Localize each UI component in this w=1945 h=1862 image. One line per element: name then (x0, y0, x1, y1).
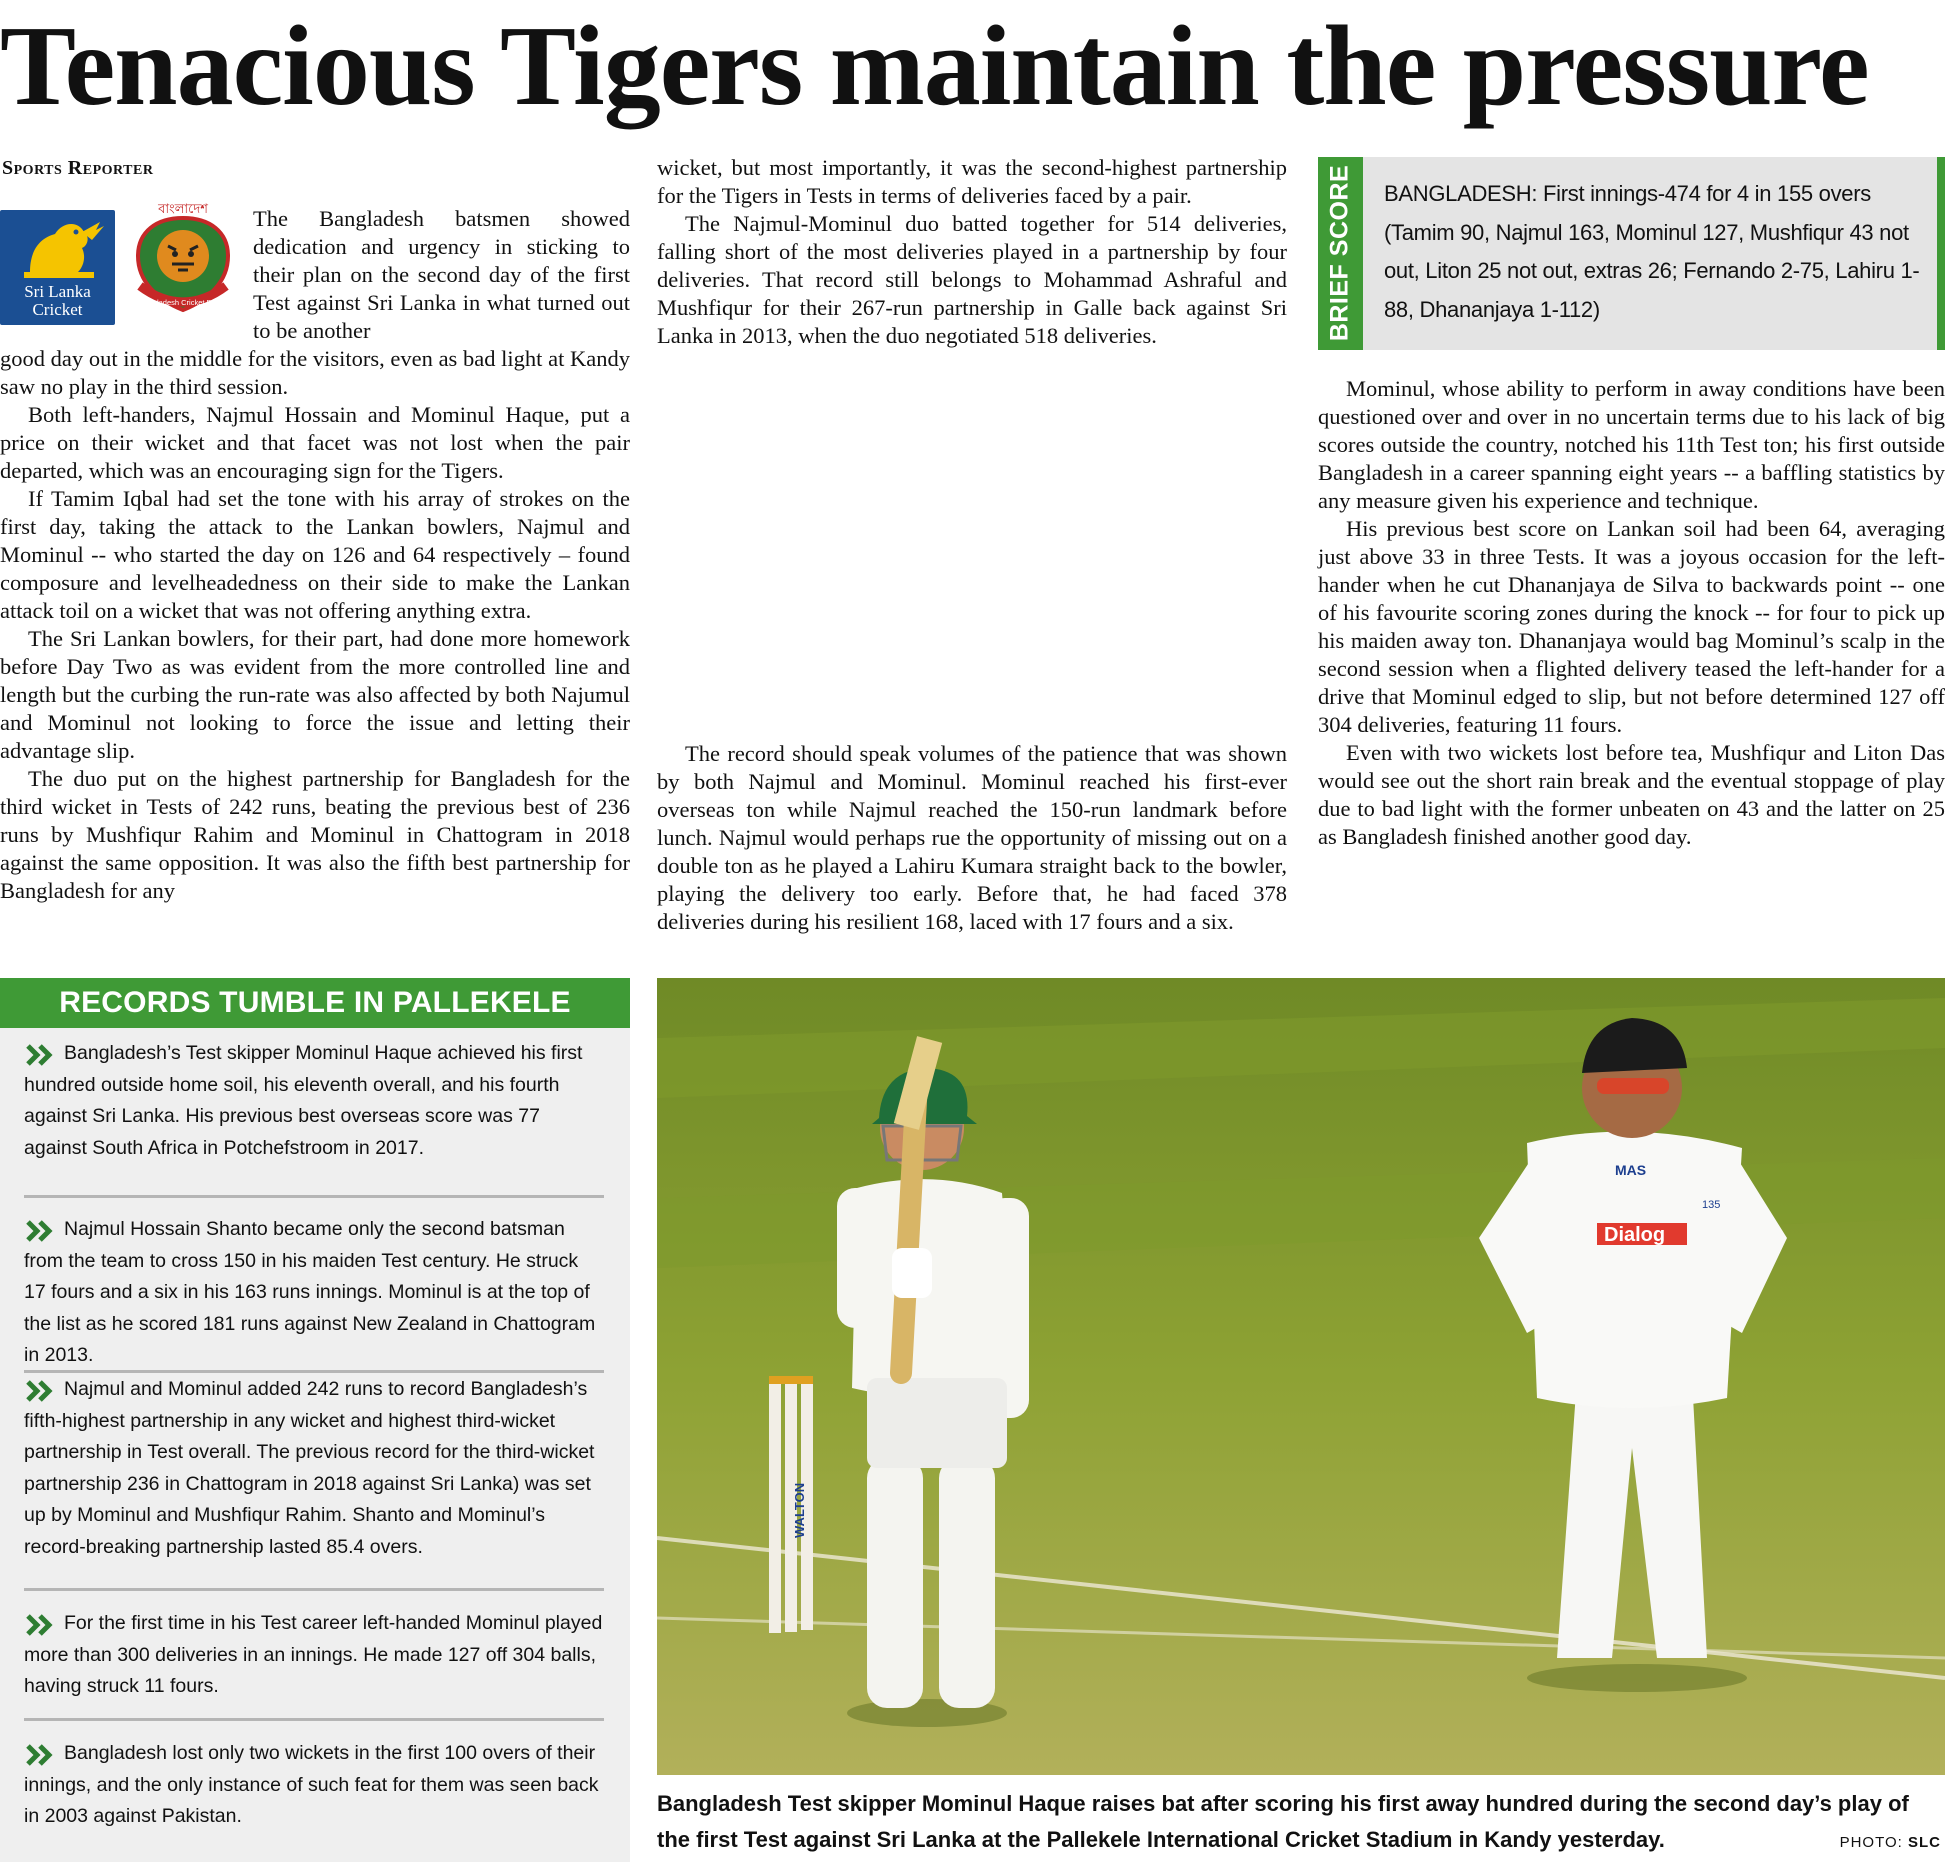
records-divider (24, 1718, 604, 1721)
article-paragraph: Both left-handers, Najmul Hossain and Mominul Haque, put a price on their wicket and that facet was not lost when the pair departed, which was an encouraging sign for the Tigers. (0, 402, 630, 483)
photo-credit-label: PHOTO: (1839, 1834, 1903, 1851)
article-paragraph: The record should speak volumes of the patience that was shown by both Najmul and Mominul. Mominul reached his first-ever overseas ton while Najmul reached the 150-run landmark before lunch. Najmul would perhaps rue the opportunity of missing out on a double ton as he played a Lahiru Kumara straight back to the bowler, playing the delivery too early. Before that, he had faced 378 deliveries during his resilient 168, laced with 17 fours and a six. (657, 741, 1287, 934)
article-paragraph: The duo put on the highest partnership for Bangladesh for the third wicket in Tests of 242 runs, beating the previous best of 236 runs by Mushfiqur Rahim and Mominul in Chattogram in 2018 against the same opposition. It was also the fifth best partnership for Bangladesh for any (0, 766, 630, 903)
bcb-bangla-text: বাংলাদেশ (158, 202, 208, 217)
shirt-sponsor: Dialog (1604, 1224, 1666, 1246)
bangladesh-cricket-board-logo (120, 200, 246, 320)
article-column-2-top (657, 154, 1287, 350)
records-item: Bangladesh’s Test skipper Mominul Haque achieved his first hundred outside home soil, his eleventh overall, and his fourth against Sri Lanka. His previous best overseas score was 77 against South Africa in Potchefstroom in 2017. (24, 1042, 583, 1159)
shirt-brand: MAS (1615, 1162, 1647, 1178)
records-box (0, 978, 630, 1862)
brief-score-edge (1937, 157, 1945, 350)
brief-score-box (1318, 157, 1945, 350)
article-paragraph: wicket, but most importantly, it was the second-highest partnership for the Tigers in Tests in terms of deliveries faced by a pair. (657, 155, 1287, 208)
photo-credit-source: SLC (1908, 1834, 1941, 1851)
records-item: Najmul Hossain Shanto became only the second batsman from the team to cross 150 in his maiden Test century. He struck 17 fours and a six in his 163 runs innings. Mominul is at the top of the list as he scored 181 runs against New Zealand in Chattogram in 2013. (24, 1218, 596, 1366)
article-column-2-bottom (657, 740, 1287, 936)
article-paragraph: The Najmul-Mominul duo batted together for 514 deliveries, falling short of the most deliveries played in a partnership by four deliveries. That record still belongs to Mohammad Ashraful and Mushfiqur for their 267-run partnership in Galle back against Sri Lanka in 2013, when the duo negotiated 518 deliveries. (657, 211, 1287, 348)
shirt-number: 135 (1702, 1199, 1721, 1211)
records-divider (24, 1370, 604, 1373)
article-paragraph: Mominul, whose ability to perform in away conditions have been questioned over and over in no uncertain terms due to his lack of big scores outside the country, notched his 11th Test ton; his first outside Bangladesh in a career spanning eight years -- a baffling statistics by any measure given his experience and technique. (1318, 376, 1945, 513)
article-column-3 (1318, 375, 1945, 851)
article-paragraph: good day out in the middle for the visitors, even as bad light at Kandy saw no play in the third session. (0, 346, 630, 399)
lion-emblem-icon (0, 210, 115, 290)
article-paragraph: Even with two wickets lost before tea, Mushfiqur and Liton Das would see out the short rain break and the eventual stoppage of play due to bad light with the former unbeaten on 43 and the latter on 25 as Bangladesh finished another good day. (1318, 740, 1945, 849)
brief-score-text: BANGLADESH: First innings-474 for 4 in 155 overs (Tamim 90, Najmul 163, Mominul 127, Mushfiqur 43 not out, Liton 25 not out, extras 26; Fernando 2-75, Lahiru 1-88, Dhananjaya 1-112) (1384, 181, 1920, 322)
records-title: RECORDS TUMBLE IN PALLEKELE (0, 978, 630, 1028)
article-paragraph: If Tamim Iqbal had set the tone with his array of strokes on the first day, taking the attack to the Lankan bowlers, Najmul and Mominul -- who started the day on 126 and 64 respectively – found composure and levelheadedness on their side to make the Lankan attack toil on a wicket that was not offering anything extra. (0, 486, 630, 623)
records-item: For the first time in his Test career left-handed Mominul played more than 300 deliveries in an innings. He made 127 off 304 balls, having struck 11 fours. (24, 1612, 603, 1697)
records-divider (24, 1588, 604, 1591)
brief-score-label: BRIEF SCORE (1325, 164, 1354, 342)
sri-lanka-cricket-logo-text: Sri Lanka Cricket (24, 282, 91, 319)
match-photo (657, 978, 1945, 1775)
records-divider (24, 1195, 604, 1198)
sri-lanka-cricket-logo (0, 210, 115, 325)
article-paragraph: The Sri Lankan bowlers, for their part, had done more homework before Day Two as was evident from the more controlled line and length but the curbing the run-rate was also affected by both Najumul and Mominul not looking to force the issue and letting their advantage slip. (0, 626, 630, 763)
photo-caption: Bangladesh Test skipper Mominul Haque raises bat after scoring his first away hundred during the second day’s play of the first Test against Sri Lanka at the Pallekele International Cricket Stadium in Kandy yesterday. (657, 1791, 1909, 1852)
records-item: Najmul and Mominul added 242 runs to record Bangladesh’s fifth-highest partnership in any wicket and highest third-wicket partnership in Test overall. The previous record for the third-wicket partnership 236 in Chattogram in 2018 against Sri Lanka) was set up by Mominul and Mushfiqur Rahim. Shanto and Mominul’s record-breaking partnership lasted 85.4 overs. (24, 1378, 595, 1558)
stump-brand: WALTON (792, 1482, 807, 1538)
article-paragraph: His previous best score on Lankan soil had been 64, averaging just above 33 in three Tests. It was a joyous occasion for the left-hander when he cut Dhananjaya de Silva to backwards point -- one of his favourite scoring zones during the knock -- for four to pick up his maiden away ton. Dhananjaya would bag Mominul’s scalp in the second session when a flighted delivery teased the left-hander for a drive that Mominul edged to slip, but not before determined 127 off 304 deliveries, featuring 11 fours. (1318, 516, 1945, 737)
bcb-logo-text: Bangladesh Cricket Board (139, 298, 227, 307)
cricket-photo-illustration (657, 978, 1945, 1775)
byline: Sports Reporter (2, 157, 154, 179)
records-item: Bangladesh lost only two wickets in the first 100 overs of their innings, and the only instance of such feat for them was seen back in 2003 against Pakistan. (24, 1742, 599, 1827)
article-column-1 (0, 345, 630, 905)
article-intro: The Bangladesh batsmen showed dedication and urgency in sticking to their plan on the second day of the first Test against Sri Lanka in what turned out to be another (253, 206, 630, 343)
photo-credit (1840, 1834, 1941, 1851)
brief-score-tab (1318, 157, 1363, 350)
headline: Tenacious Tigers maintain the pressure (0, 2, 1869, 129)
